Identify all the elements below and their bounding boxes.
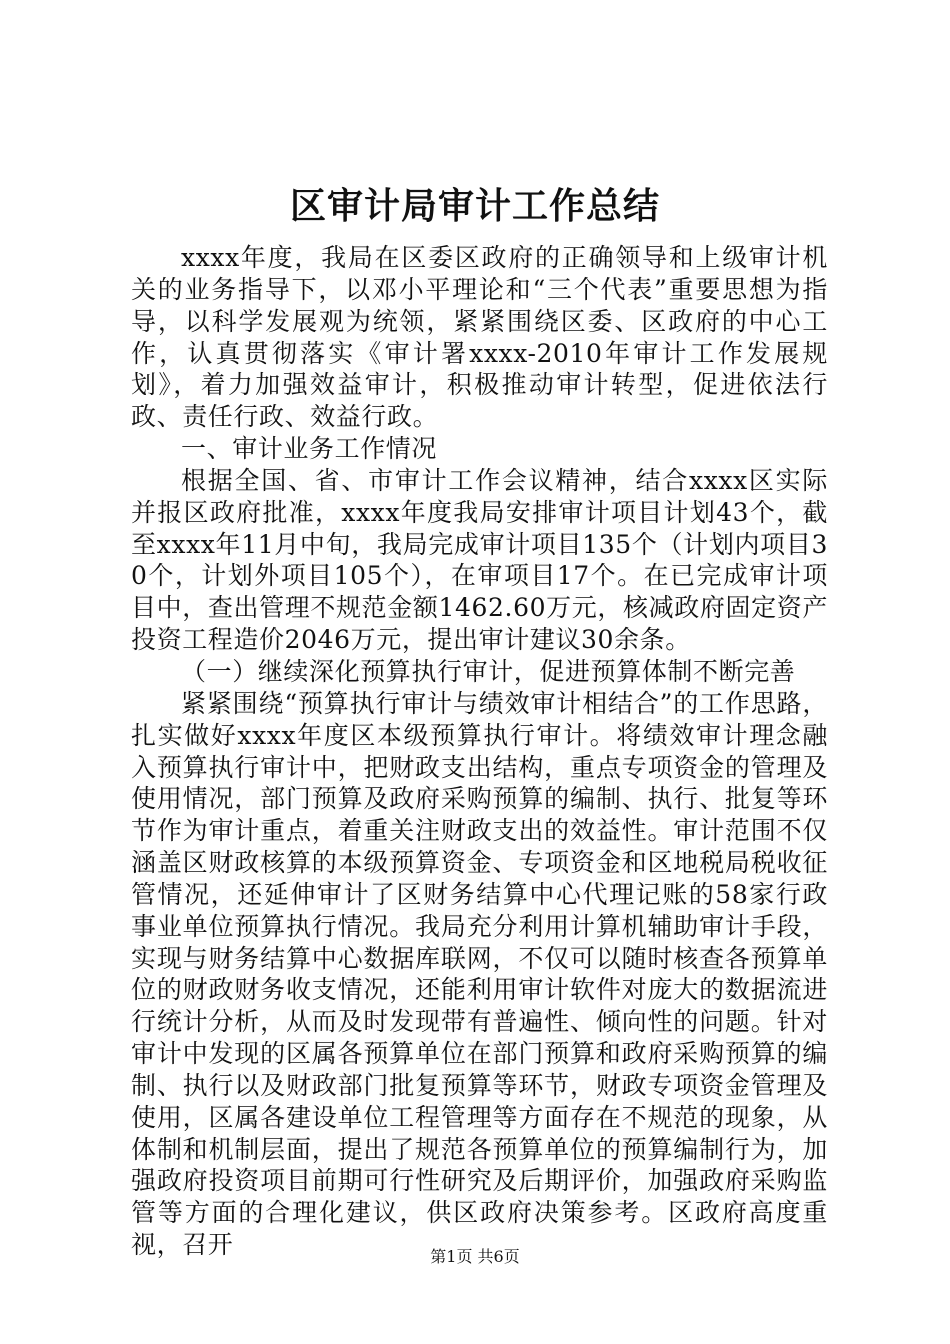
page-footer: 第1页 共6页	[430, 1247, 520, 1266]
subsection-heading-budget-execution: （一）继续深化预算执行审计，促进预算体制不断完善	[181, 656, 796, 686]
paragraph-intro: xxxx年度，我局在区委区政府的正确领导和上级审计机关的业务指导下，以邓小平理论和“三个代表”重要思想为指导，以科学发展观为统领，紧紧围绕区委、区政府的中心工作，认真贯彻落实《审计署xxxx-2010年审计工作发展规划》，着力加强效益审计，积极推动审计转型，促进依法行政、责任行政、效益行政。	[131, 243, 828, 432]
document-title: 区审计局审计工作总结	[289, 185, 660, 227]
paragraph-budget-execution: 紧紧围绕“预算执行审计与绩效审计相结合”的工作思路，扎实做好xxxx年度区本级预算执行审计。将绩效审计理念融入预算执行审计中，把财政支出结构，重点专项资金的管理及使用情况，部门预算及政府采购预算的编制、执行、批复等环节作为审计重点，着重关注财政支出的效益性。审计范围不仅涵盖区财政核算的本级预算资金、专项资金和区地税局税收征管情况，还延伸审计了区财务结算中心代理记账的58家行政事业单位预算执行情况。我局充分利用计算机辅助审计手段，实现与财务结算中心数据库联网，不仅可以随时核查各预算单位的财政财务收支情况，还能利用审计软件对庞大的数据流进行统计分析，从而及时发现带有普遍性、倾向性的问题。针对审计中发现的区属各预算单位在部门预算和政府采购预算的编制、执行以及财政部门批复预算等环节，财政专项资金管理及使用，区属各建设单位工程管理等方面存在不规范的现象，从体制和机制层面，提出了规范各预算单位的预算编制行为，加强政府投资项目前期可行性研究及后期评价，加强政府采购监管等方面的合理化建议，供区政府决策参考。区政府高度重视，召开	[131, 688, 828, 1260]
paragraph-audit-projects: 根据全国、省、市审计工作会议精神，结合xxxx区实际并报区政府批准，xxxx年度我局安排审计项目计划43个，截至xxxx年11月中旬，我局完成审计项目135个（计划内项目30个，计划外项目105个），在审项目17个。在已完成审计项目中，查出管理不规范金额1462.60万元，核减政府固定资产投资工程造价2046万元，提出审计建议30余条。	[131, 465, 828, 655]
document-body	[131, 242, 828, 1261]
section-heading-audit-business: 一、审计业务工作情况	[181, 434, 438, 464]
